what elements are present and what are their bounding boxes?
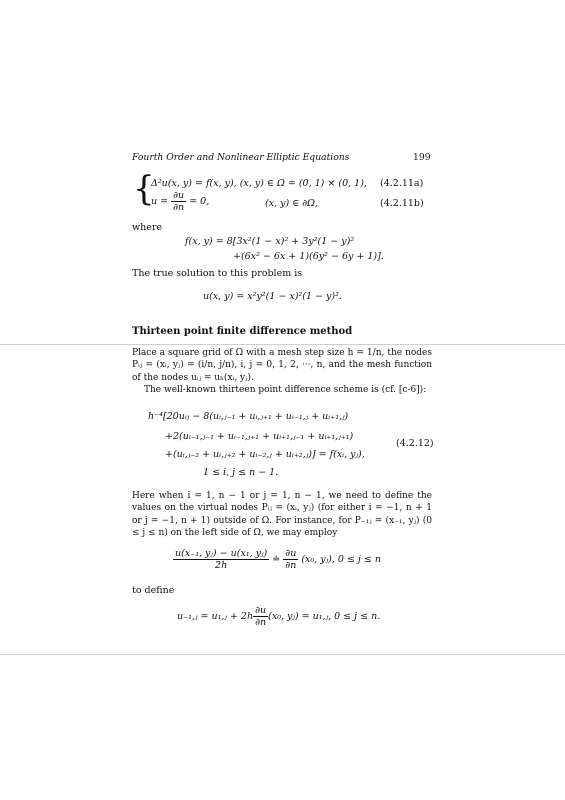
- paragraph-virtual-nodes: Here when i = 1, n − 1 or j = 1, n − 1, we need to define the values on the virtual nodes Pᵢⱼ = (xᵢ, yⱼ) (for either i = −1, n + 1 or j = −1, n + 1) outside of Ω. For instance, for P₋₁ⱼ = (x₋₁, yⱼ) (0 ≤ j ≤ n) on the left side of Ω, we may employ: [132, 491, 432, 538]
- fraction-numerator: ∂u: [173, 190, 185, 201]
- equation-4-2-11b: [151, 190, 209, 213]
- paragraph-2: The well-known thirteen point difference scheme is (cf. [c-6]):: [144, 384, 427, 395]
- eq-b-domain: (x, y) ∈ ∂Ω,: [265, 198, 319, 209]
- where-word: where: [132, 222, 163, 233]
- scheme-line1: h⁻⁴[20uᵢⱼ − 8(uᵢ,ⱼ₋₁ + uᵢ,ⱼ₊₁ + uᵢ₋₁,ⱼ + uᵢ₊₁,ⱼ): [148, 411, 349, 422]
- scheme-line2: +2(uᵢ₋₁,ⱼ₋₁ + uᵢ₋₁,ⱼ₊₁ + uᵢ₊₁,ⱼ₋₁ + uᵢ₊₁,ⱼ₊₁): [165, 431, 354, 442]
- fraction-denominator: ∂n: [255, 617, 267, 628]
- final-lhs: u₋₁,ⱼ = u₁,ⱼ + 2h: [177, 611, 254, 622]
- virtual-node-definition: [177, 605, 380, 628]
- normal-derivative-fraction-2: [283, 548, 298, 571]
- approximation-equation: [173, 548, 381, 571]
- page-number: 199: [413, 152, 431, 163]
- fraction-denominator: ∂n: [173, 202, 185, 213]
- normal-derivative-fraction: [171, 190, 186, 213]
- paragraph-1: Place a square grid of Ω with a mesh step size h = 1/n, the nodes Pᵢⱼ = (xᵢ, yⱼ) = (i/n, j/n), i, j = 0, 1, 2, ···, n, and the mesh function of the nodes uᵢⱼ = uₕ(xᵢ, yⱼ).: [132, 348, 432, 383]
- scheme-line3: +(uᵢ,ⱼ₋₂ + uᵢ,ⱼ₊₂ + uᵢ₋₂,ⱼ + uᵢ₊₂,ⱼ)] = f(xᵢ, yⱼ),: [165, 449, 365, 460]
- equation-4-2-11a: Δ²u(x, y) = f(x, y), (x, y) ∈ Ω = (0, 1) × (0, 1),: [151, 178, 367, 189]
- true-solution-sentence: The true solution to this problem is: [132, 268, 303, 279]
- final-rhs: (x₀, yⱼ) = u₁,ⱼ, 0 ≤ j ≤ n.: [268, 611, 381, 622]
- paragraph-grid: [132, 347, 432, 396]
- difference-quotient: [173, 548, 269, 571]
- approx-rest: (x₀, yⱼ), 0 ≤ j ≤ n: [301, 554, 381, 565]
- eq-b-lhs: u =: [151, 196, 169, 207]
- scan-fold-line-top: [0, 344, 565, 345]
- approx-relation: ≐: [272, 554, 281, 565]
- to-define-text: to define: [132, 585, 175, 596]
- left-brace: {: [133, 169, 155, 209]
- fraction-numerator: ∂u: [255, 605, 267, 616]
- difference-numerator: u(x₋₁, yⱼ) − u(x₁, yⱼ): [175, 548, 268, 559]
- true-solution-equation: u(x, y) = x²y²(1 − x)²(1 − y)².: [203, 291, 342, 302]
- normal-derivative-fraction-3: [253, 605, 268, 628]
- fraction-denominator: ∂n: [285, 560, 297, 571]
- fraction-numerator: ∂u: [285, 548, 297, 559]
- scan-fold-line-bottom: [0, 654, 565, 655]
- equation-tag-4-2-12: (4.2.12): [396, 438, 434, 449]
- scheme-line4: 1 ≤ i, j ≤ n − 1.: [203, 467, 279, 478]
- f-definition-line1: f(x, y) = 8[3x²(1 − x)² + 3y²(1 − y)²: [185, 236, 355, 247]
- equation-tag-4-2-11a: (4.2.11a): [380, 178, 424, 189]
- equation-tag-4-2-11b: (4.2.11b): [380, 198, 424, 209]
- difference-denominator: 2h: [215, 560, 228, 571]
- section-heading: Thirteen point finite difference method: [132, 326, 353, 337]
- running-title: Fourth Order and Nonlinear Elliptic Equations: [132, 152, 350, 163]
- f-definition-line2: +(6x² − 6x + 1)(6y² − 6y + 1)].: [233, 251, 384, 262]
- eq-b-rhs: = 0,: [189, 196, 210, 207]
